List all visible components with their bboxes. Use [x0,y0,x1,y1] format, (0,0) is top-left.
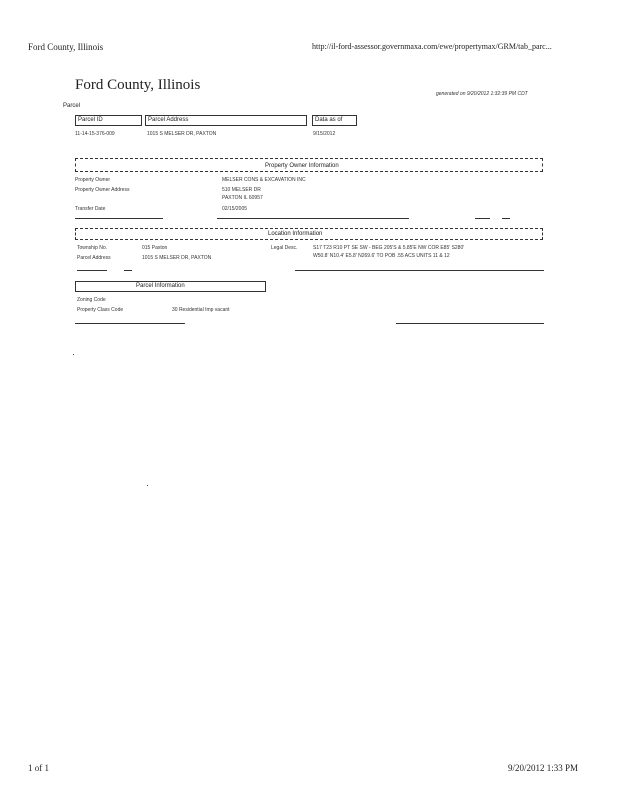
parcel-address-loc-value: 1015 S MELSER DR, PAXTON [142,255,212,261]
page-url[interactable]: http://il-ford-assessor.governmaxa.com/ewe/propertymax/GRM/tab_parc... [312,42,552,51]
parcel-address-header: Parcel Address [148,117,189,123]
data-as-of-header-box [312,115,357,126]
parcel-address-label: Parcel Address [77,255,111,261]
print-datetime: 9/20/2012 1:33 PM [508,763,579,773]
parcel-section-box [75,281,266,292]
parcel-id-header-box [75,115,142,126]
legal-desc-line2: W50.8' N10.4' E5.8' N269.6' TO POB .55 ACS UNITS 11 & 12 [313,253,450,259]
page-number: 1 of 1 [28,763,49,773]
parcel-address-value: 1015 S MELSER DR, PAXTON [147,131,217,137]
parcel-section-title: Parcel Information [136,283,185,289]
divider-line [295,270,544,271]
owner-address-line2: PAXTON IL 60957 [222,195,263,201]
owner-label: Property Owner [75,177,111,183]
owner-address-line1: 510 MELSER DR [222,187,261,193]
parcel-address-header-box [145,115,307,126]
data-as-of-header: Data as of [315,117,343,123]
zoning-label: Zoning Code [77,297,106,303]
transfer-date-value: 02/15/2005 [222,206,248,212]
owner-section-box [75,158,543,172]
transfer-date-label: Transfer Date [75,206,106,212]
scan-speck [73,354,74,355]
data-as-of-value: 9/15/2012 [313,131,336,137]
scan-speck [147,485,148,486]
owner-section-title: Property Owner Information [265,163,339,169]
location-section-box [75,228,543,240]
legal-desc-label: Legal Desc. [271,245,298,251]
owner-value: MELSER CONS & EXCAVATION INC [222,177,306,183]
site-title: Ford County, Illinois [28,42,104,52]
divider-line [502,218,510,219]
divider-line [77,270,107,271]
generated-timestamp: generated on 9/20/2012 1:32:39 PM CDT [436,91,528,97]
township-label: Township No. [77,245,108,251]
report-title: Ford County, Illinois [75,77,201,93]
owner-address-label: Property Owner Address [75,187,130,193]
parcel-id-value: 11-14-15-376-009 [75,131,115,137]
divider-line [75,323,185,324]
divider-line [396,323,544,324]
township-value: 015 Paxton [142,245,168,251]
section-label-parcel: Parcel [63,103,81,109]
property-class-label: Property Class Code [77,307,124,313]
parcel-id-header: Parcel ID [78,117,103,123]
divider-line [217,218,409,219]
divider-line [475,218,490,219]
divider-line [124,270,132,271]
legal-desc-line1: S17 T23 R10 PT SE SW - BEG 205'S & 5.85'E NW COR E85' S280' [313,245,465,251]
divider-line [75,218,163,219]
location-section-title: Location Information [268,231,323,237]
property-class-value: 30 Residential Imp vacant [172,307,230,313]
